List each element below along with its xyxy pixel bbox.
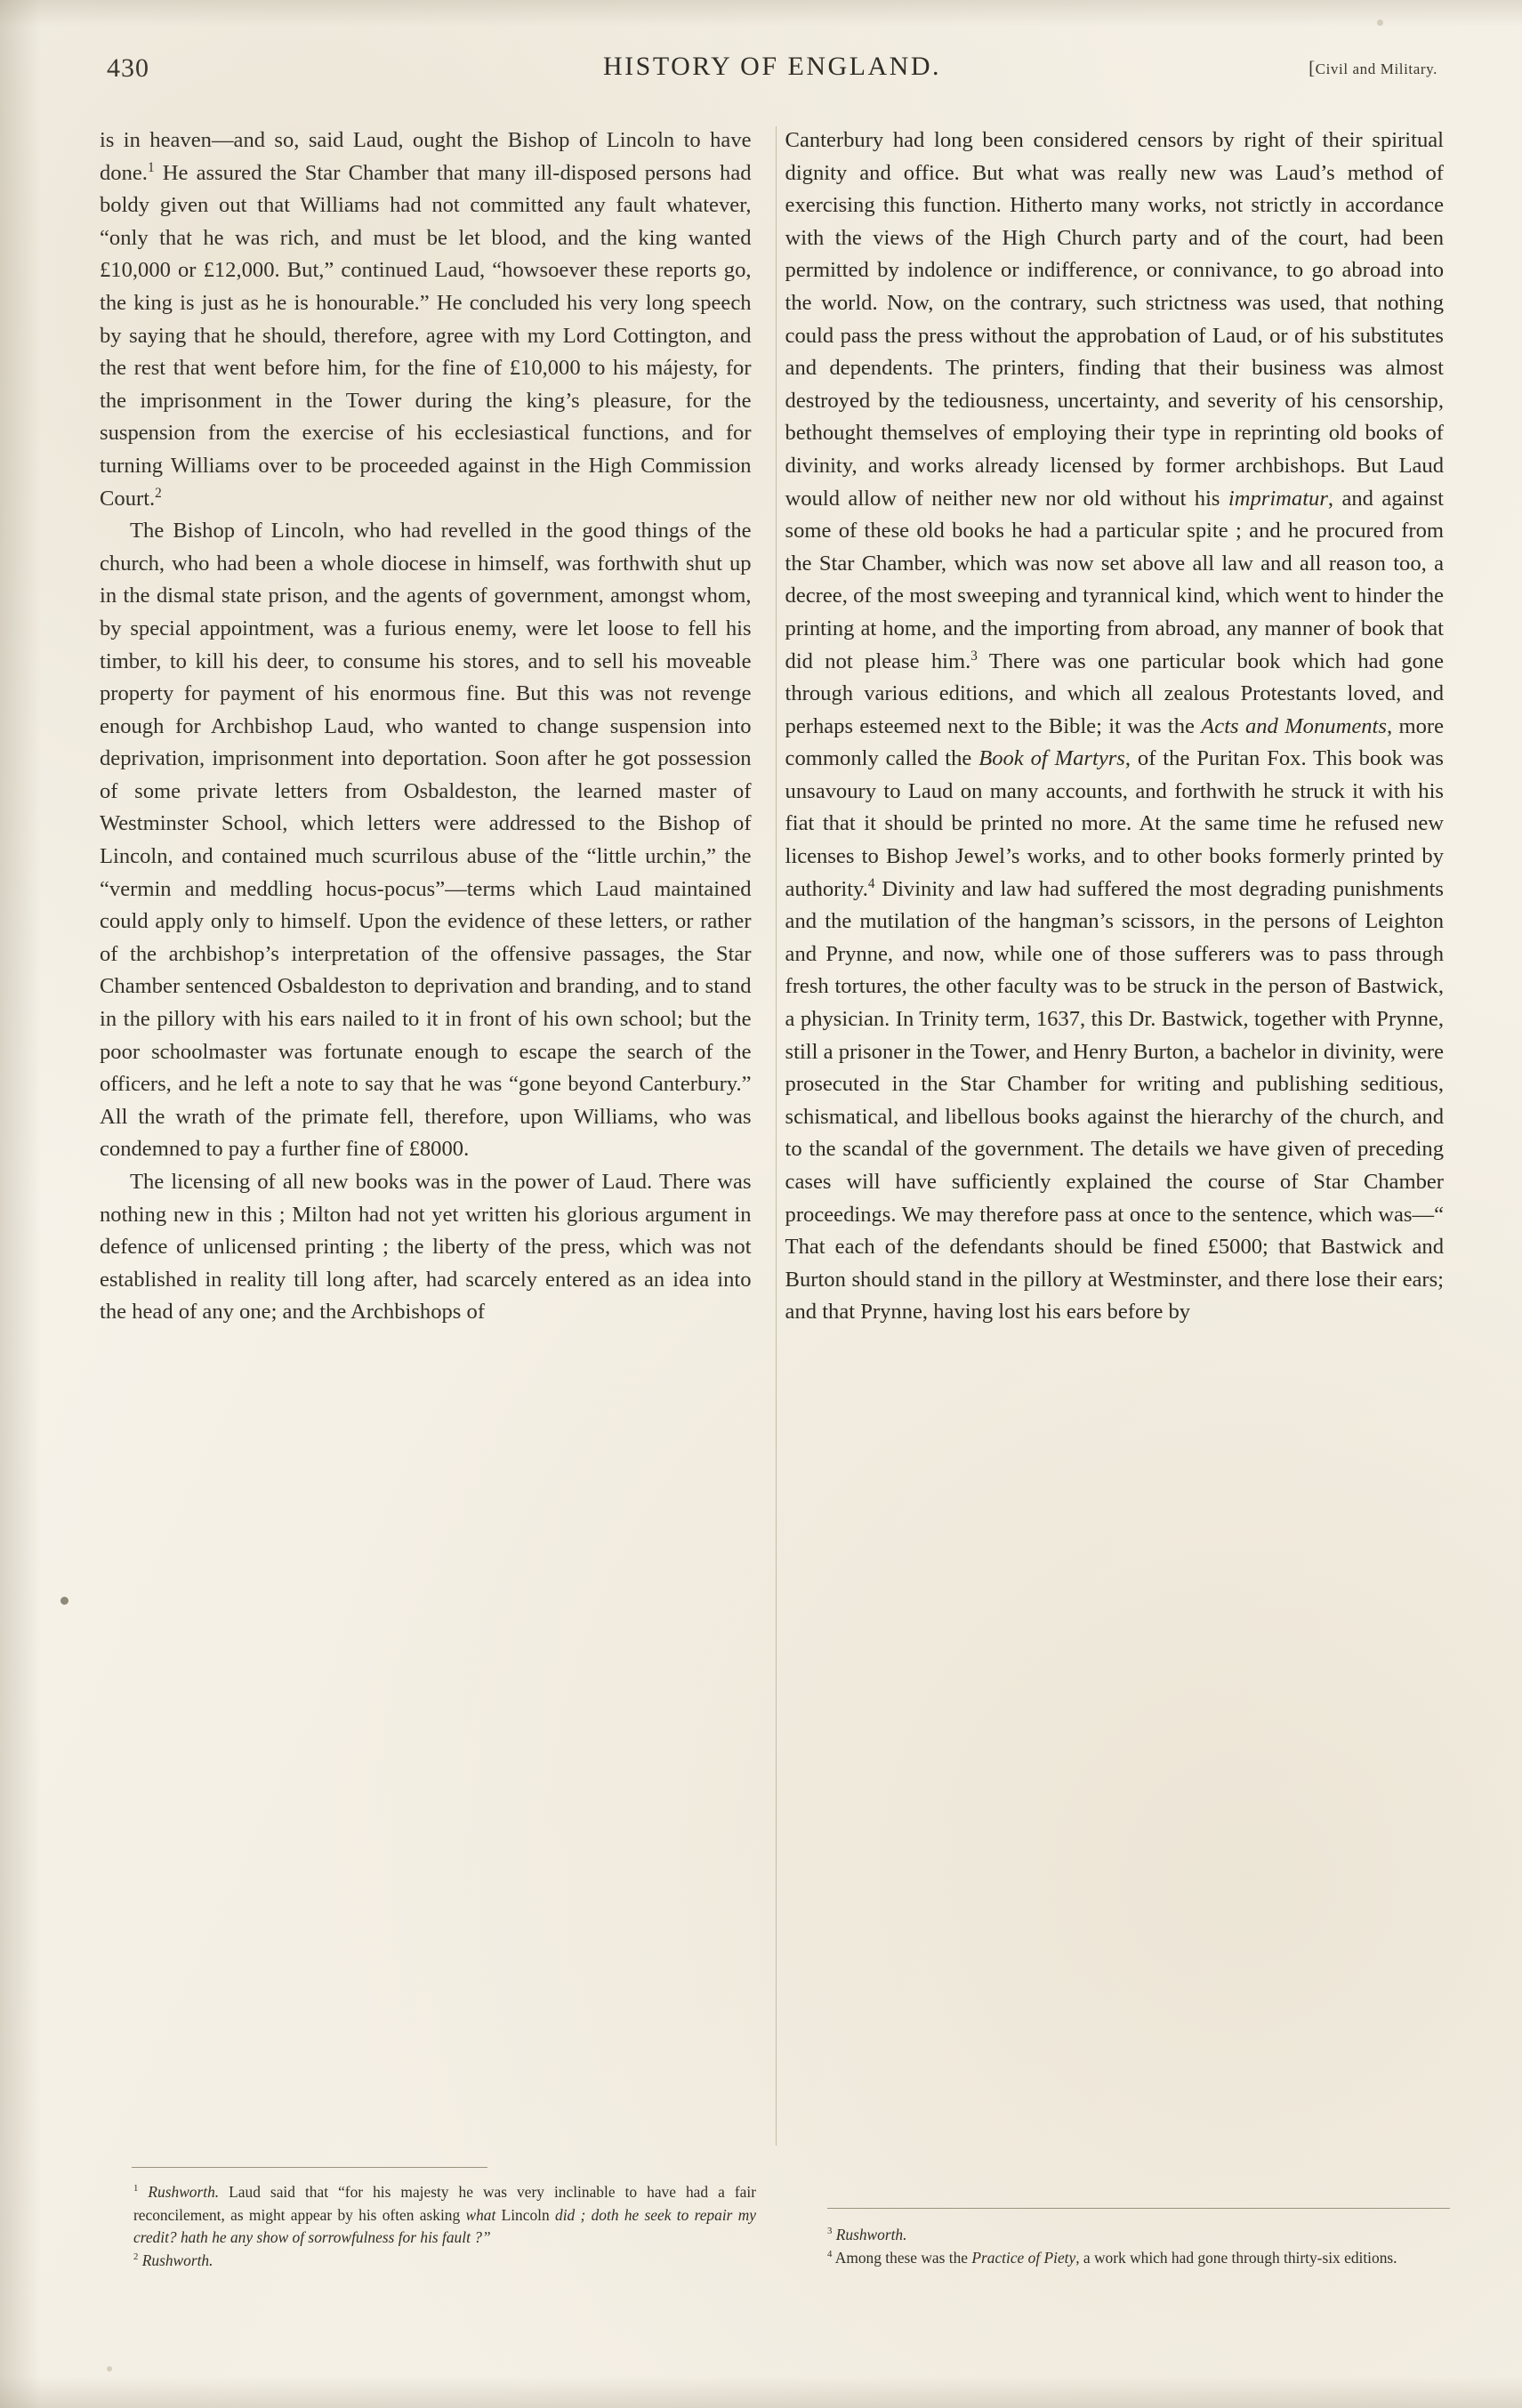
footnote-separator-right — [827, 2208, 1450, 2209]
footnote: $^2$ Rushworth. — [133, 2251, 213, 2269]
column-right — [785, 125, 1444, 1329]
footnote: $^4$ Among these was the Practice of Piety, a work which had gone through thirty-six editions. — [827, 2248, 1397, 2267]
footnote: $^3$ Rushworth. — [827, 2226, 907, 2243]
running-head-bracket: [ — [1309, 57, 1316, 78]
column-left — [100, 125, 752, 1329]
running-title: HISTORY OF ENGLAND. — [602, 52, 942, 81]
footnotes-right — [827, 2224, 1450, 2269]
running-head-subject: Civil and Military. — [1315, 60, 1437, 77]
folio-number: 430 — [107, 53, 149, 83]
running-head-right — [1309, 57, 1437, 79]
paragraph: The Bishop of Lincoln, who had revelled in the good things of the church, who had been a whole diocese in himself, was forthwith shut up in the dismal state prison, and the agents of government, amongst whom, by special appointment, was a furious enemy, were let loose to fell his timber, to kill his deer, to consume his stores, and to sell his moveable property for payment of his enormous fine. But this was not revenge enough for Archbishop Laud, who wanted to change suspension into deprivation, imprisonment into deportation. Soon after he got possession of some private letters from Osbaldeston, the learned master of Westminster School, which letters were addressed to the Bishop of Lincoln, and contained much scurrilous abuse of the “little urchin,” the “vermin and meddling hocus-pocus”—terms which Laud maintained could apply only to himself. Upon the evidence of these letters, or rather of the archbishop’s interpretation of the offensive passages, the Star Chamber sentenced Osbaldeston to deprivation and branding, and to stand in the pillory with his ears nailed to it in front of his own school; but the poor schoolmaster was fortunate enough to escape the search of the officers, and he left a note to say that he was “gone beyond Canterbury.” All the wrath of the primate fell, therefore, upon Williams, who was condemned to pay a further fine of £8000. — [100, 519, 752, 1162]
paragraph: Canterbury had long been considered censors by right of their spiritual dignity and office. But what was really new was Laud’s method of exercising this function. Hitherto many works, not strictly in accordance with the views of the High Church party and of the court, had been permitted by indolence or indifference, or connivance, to go abroad into the world. Now, on the contrary, such strictness was used, that nothing could pass the press without the approbation of Laud, or of his substitutes and dependents. The printers, finding that their business was almost destroyed by the tediousness, uncertainty, and severity of his censorship, bethought themselves of employing their type in reprinting old books of divinity, and works already licensed by former archbishops. But Laud would allow of neither new nor old without his imprimatur, and against some of these old books he had a particular spite ; and he procured from the Star Chamber, which was now set above all law and all reason too, a decree, of the most sweeping and tyrannical kind, which went to hinder the printing at home, and the importing from abroad, any manner of book that did not please him.$^3$ There was one particular book which had gone through various editions, and which all zealous Protestants loved, and perhaps esteemed next to the Bible; it was the Acts and Monuments, more commonly called the Book of Martyrs, of the Puritan Fox. This book was unsavoury to Laud on many accounts, and forthwith he struck it with his fiat that it should be printed no more. At the same time he refused new licenses to Bishop Jewel’s works, and to other books formerly printed by authority.$^4$ Divinity and law had suffered the most degrading punishments and the mutilation of the hangman’s scissors, in the persons of Leighton and Prynne, and now, while one of those sufferers was to pass through fresh tortures, the other faculty was to be struck in the person of Bastwick, a physician. In Trinity term, 1637, this Dr. Bastwick, together with Prynne, still a prisoner in the Tower, and Henry Burton, a bachelor in divinity, were prosecuted in the Star Chamber for writing and publishing seditious, schismatical, and libellous books against the hierarchy of the church, and to the scandal of the government. The details we have given of preceding cases will have sufficiently explained the course of Star Chamber proceedings. We may therefore pass at once to the sentence, which was—“ That each of the defendants should be fined £5000; that Bastwick and Burton should stand in the pillory at Westminster, and there lose their ears; and that Prynne, having lost his ears before by — [785, 128, 1444, 1325]
page-edge-shading-left — [0, 0, 41, 2408]
footnote-separator-left — [132, 2167, 487, 2168]
page-header — [107, 52, 1437, 87]
paper-speck — [107, 2366, 112, 2372]
footnotes-left — [133, 2181, 756, 2272]
page-edge-shading-bottom — [0, 2376, 1522, 2408]
footnote: $^1$ Rushworth. Laud said that “for his majesty he was very inclinable to have had a fair reconcilement, as might appear by his often asking what Lincoln did ; doth he seek to repair my credit? hath he any show of sorrowfulness for his fault ?” — [133, 2183, 756, 2246]
margin-ink-mark — [60, 1597, 68, 1605]
paper-speck — [1377, 20, 1383, 26]
page-edge-shading-top — [0, 0, 1522, 27]
text-columns — [100, 125, 1444, 1329]
paragraph: is in heaven—and so, said Laud, ought the Bishop of Lincoln to have done.$^1$ He assured the Star Chamber that many ill-disposed persons had boldy given out that Williams had not committed any fault whatever, “only that he was rich, and must be let blood, and the king wanted £10,000 or £12,000. But,” continued Laud, “howsoever these reports go, the king is just as he is honourable.” He concluded his very long speech by saying that he should, therefore, agree with my Lord Cottington, and the rest that went before him, for the fine of £10,000 to his májesty, for the imprisonment in the Tower during the king’s pleasure, for the suspension from the exercise of his ecclesiastical functions, and for turning Williams over to be proceeded against in the High Commission Court.$^2$ — [100, 128, 752, 511]
paragraph: The licensing of all new books was in the power of Laud. There was nothing new in this ; Milton had not yet written his glorious argument in defence of unlicensed printing ; the liberty of the press, which was not established in reality till long after, had scarcely entered as an idea into the head of any one; and the Archbishops of — [100, 1170, 752, 1325]
